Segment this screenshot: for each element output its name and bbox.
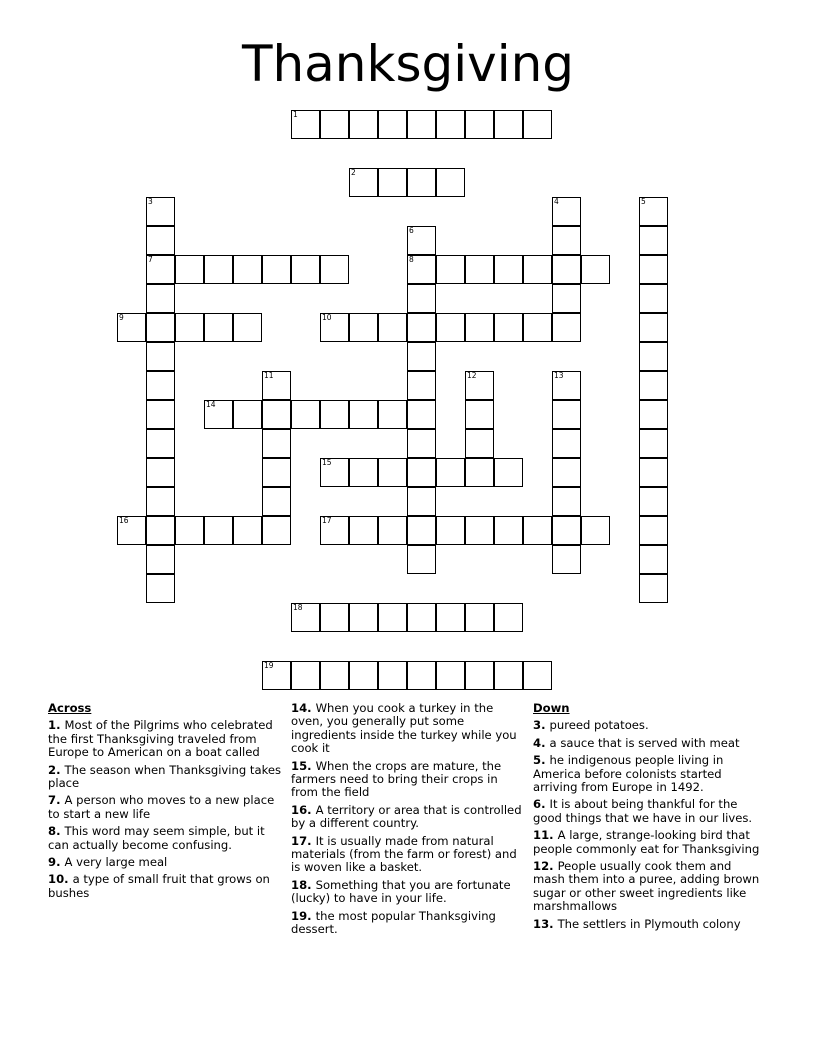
grid-cell[interactable] (349, 168, 378, 197)
clue-text: A person who moves to a new place to start a new life (48, 793, 275, 821)
grid-cell[interactable] (465, 661, 494, 690)
grid-cell[interactable] (262, 458, 291, 487)
grid-cell[interactable] (407, 661, 436, 690)
clue-number: 16 (119, 516, 129, 525)
grid-cell[interactable] (465, 516, 494, 545)
grid-cell[interactable] (552, 313, 581, 342)
grid-cell[interactable] (291, 661, 320, 690)
grid-cell[interactable] (465, 313, 494, 342)
clue-label-number: 3 (533, 718, 542, 733)
across-clue: 8. This word may seem simple, but it can actually become confusing. (48, 824, 265, 852)
grid-cell[interactable] (407, 110, 436, 139)
grid-cell[interactable] (494, 661, 523, 690)
grid-cell[interactable] (407, 400, 436, 429)
grid-cell[interactable] (494, 458, 523, 487)
grid-cell[interactable] (175, 313, 204, 342)
grid-cell[interactable] (639, 255, 668, 284)
clue-text: pureed potatoes. (549, 718, 649, 733)
grid-cell[interactable] (378, 168, 407, 197)
grid-cell[interactable] (639, 429, 668, 458)
grid-cell[interactable] (639, 545, 668, 574)
grid-cell[interactable] (291, 603, 320, 632)
grid-cell[interactable] (639, 284, 668, 313)
grid-cell[interactable] (552, 197, 581, 226)
grid-cell[interactable] (552, 429, 581, 458)
grid-cell[interactable] (465, 603, 494, 632)
grid-cell[interactable] (639, 342, 668, 371)
grid-cell[interactable] (146, 487, 175, 516)
grid-cell[interactable] (436, 255, 465, 284)
grid-cell[interactable] (146, 545, 175, 574)
clue-label-number: 18 (291, 877, 308, 892)
grid-cell[interactable] (494, 110, 523, 139)
grid-cell[interactable] (146, 342, 175, 371)
clue-label-number: 17 (291, 833, 308, 848)
clue-text: It is usually made from natural materials (from the farm or forest) and is woven like a basket. (291, 833, 517, 875)
clue-number: 11 (264, 371, 274, 380)
grid-cell[interactable] (349, 110, 378, 139)
grid-cell[interactable] (320, 110, 349, 139)
clue-label-number: 8 (48, 824, 57, 839)
grid-cell[interactable] (436, 313, 465, 342)
grid-cell[interactable] (320, 603, 349, 632)
grid-cell[interactable] (204, 400, 233, 429)
grid-cell[interactable] (494, 255, 523, 284)
clue-text: he indigenous people living in America before colonists started arriving from Europe in 1492. (533, 753, 724, 795)
grid-cell[interactable] (639, 313, 668, 342)
across-clue: 16. A territory or area that is controlled by a different country. (291, 802, 522, 831)
grid-cell[interactable] (320, 255, 349, 284)
clue-text: When you cook a turkey in the oven, you generally put some ingredients inside the turkey while you cook it (291, 701, 517, 756)
across-clue: 19. the most popular Thanksgiving dessert. (291, 908, 496, 937)
grid-cell[interactable] (639, 487, 668, 516)
grid-cell[interactable] (175, 255, 204, 284)
grid-cell[interactable] (378, 110, 407, 139)
clue-text: This word may seem simple, but it can actually become confusing. (48, 824, 265, 852)
clue-label-number: 9 (48, 855, 57, 870)
grid-cell[interactable] (146, 371, 175, 400)
grid-cell[interactable] (291, 255, 320, 284)
grid-cell[interactable] (407, 487, 436, 516)
grid-cell[interactable] (436, 661, 465, 690)
clue-label-number: 19 (291, 908, 308, 923)
grid-cell[interactable] (146, 458, 175, 487)
grid-cell[interactable] (436, 110, 465, 139)
clue-text: A large, strange-looking bird that people commonly eat for Thanksgiving (533, 828, 760, 856)
clue-number: 7 (148, 255, 153, 264)
clue-text: The settlers in Plymouth colony (557, 916, 741, 931)
grid-cell[interactable] (233, 313, 262, 342)
clue-text: A very large meal (64, 855, 168, 870)
grid-cell[interactable] (639, 516, 668, 545)
grid-cell[interactable] (262, 400, 291, 429)
clue-text: When the crops are mature, the farmers need to bring their crops in from the field (291, 758, 502, 800)
grid-cell[interactable] (494, 313, 523, 342)
grid-cell[interactable] (407, 545, 436, 574)
grid-cell[interactable] (320, 458, 349, 487)
grid-cell[interactable] (378, 516, 407, 545)
grid-cell[interactable] (349, 661, 378, 690)
grid-cell[interactable] (320, 313, 349, 342)
across-clue: 15. When the crops are mature, the farmers need to bring their crops in from the field (291, 758, 502, 800)
grid-cell[interactable] (407, 516, 436, 545)
clue-number: 13 (554, 371, 564, 380)
clue-number: 14 (206, 400, 216, 409)
clue-number: 9 (119, 313, 124, 322)
grid-cell[interactable] (552, 284, 581, 313)
across-clue: 7. A person who moves to a new place to start a new life (48, 793, 275, 821)
grid-cell[interactable] (552, 226, 581, 255)
grid-cell[interactable] (552, 255, 581, 284)
grid-cell[interactable] (639, 226, 668, 255)
clue-label-number: 16 (291, 802, 308, 817)
grid-cell[interactable] (378, 458, 407, 487)
clue-text: It is about being thankful for the good things that we have in our lives. (533, 797, 753, 825)
clue-number: 17 (322, 516, 332, 525)
grid-cell[interactable] (146, 284, 175, 313)
down-clue: 11. A large, strange-looking bird that people commonly eat for Thanksgiving (533, 828, 760, 856)
grid-cell[interactable] (552, 400, 581, 429)
grid-cell[interactable] (262, 255, 291, 284)
grid-cell[interactable] (320, 400, 349, 429)
across-clue: 14. When you cook a turkey in the oven, you generally put some ingredients inside the turkey while you cook it (291, 701, 517, 756)
grid-cell[interactable] (262, 371, 291, 400)
clue-text: A territory or area that is controlled by a different country. (291, 802, 522, 831)
clue-number: 18 (293, 603, 303, 612)
grid-cell[interactable] (117, 313, 146, 342)
down-clue: 4. a sauce that is served with meat (533, 735, 740, 750)
clue-number: 1 (293, 110, 298, 119)
clue-label-number: 6 (533, 797, 542, 812)
clue-text: a sauce that is served with meat (549, 735, 740, 750)
clue-text: the most popular Thanksgiving dessert. (291, 908, 496, 937)
clue-label-number: 10 (48, 872, 65, 887)
clue-number: 5 (641, 197, 646, 206)
across-header: Across (48, 701, 92, 715)
puzzle-title: Thanksgiving (241, 35, 575, 93)
grid-cell[interactable] (639, 574, 668, 603)
grid-cell[interactable] (436, 168, 465, 197)
grid-cell[interactable] (465, 371, 494, 400)
grid-cell[interactable] (262, 661, 291, 690)
across-clues (48, 702, 283, 904)
grid-cell[interactable] (581, 516, 610, 545)
grid-cell[interactable] (639, 458, 668, 487)
grid-cell[interactable] (494, 516, 523, 545)
grid-cell[interactable] (407, 226, 436, 255)
grid-cell[interactable] (639, 371, 668, 400)
clue-number: 2 (351, 168, 356, 177)
grid-cell[interactable] (407, 371, 436, 400)
grid-cell[interactable] (523, 313, 552, 342)
grid-cell[interactable] (465, 429, 494, 458)
grid-cell[interactable] (146, 400, 175, 429)
clue-label-number: 11 (533, 828, 550, 843)
down-clues (533, 702, 763, 935)
grid-cell[interactable] (320, 516, 349, 545)
grid-cell[interactable] (233, 516, 262, 545)
clue-label-number: 2 (48, 762, 57, 777)
grid-cell[interactable] (233, 255, 262, 284)
clue-label-number: 1 (48, 718, 57, 733)
clue-number: 8 (409, 255, 414, 264)
grid-cell[interactable] (465, 400, 494, 429)
clue-text: The season when Thanksgiving takes place (48, 762, 282, 791)
down-clue: 12. People usually cook them and mash them into a puree, adding brown sugar or other sweet ingredients like marshmallows (533, 859, 760, 914)
grid-cell[interactable] (291, 110, 320, 139)
clue-number: 4 (554, 197, 559, 206)
across-clue: 18. Something that you are fortunate (lucky) to have in your life. (291, 877, 511, 906)
grid-cell[interactable] (465, 110, 494, 139)
across-clue: 2. The season when Thanksgiving takes place (48, 762, 282, 791)
clue-label-number: 4 (533, 735, 542, 750)
grid-cell[interactable] (378, 603, 407, 632)
grid-cell[interactable] (407, 284, 436, 313)
clue-label-number: 14 (291, 701, 308, 715)
grid-cell[interactable] (639, 400, 668, 429)
grid-cell[interactable] (552, 516, 581, 545)
grid-cell[interactable] (378, 661, 407, 690)
across-clue: 9. A very large meal (48, 855, 168, 870)
clue-label-number: 5 (533, 753, 542, 768)
grid-cell[interactable] (204, 255, 233, 284)
clue-number: 15 (322, 458, 332, 467)
clue-text: Something that you are fortunate (lucky) to have in your life. (291, 877, 511, 906)
clue-label-number: 12 (533, 859, 550, 874)
grid-cell[interactable] (407, 342, 436, 371)
across-clue: 1. Most of the Pilgrims who celebrated the first Thanksgiving traveled from Europe to American on a boat called (48, 718, 273, 760)
grid-cell[interactable] (407, 168, 436, 197)
clue-number: 3 (148, 197, 153, 206)
clue-text: a type of small fruit that grows on bushes (48, 872, 270, 900)
grid-cell[interactable] (146, 226, 175, 255)
down-clue: 6. It is about being thankful for the good things that we have in our lives. (533, 797, 753, 825)
grid-cell[interactable] (581, 255, 610, 284)
grid-cell[interactable] (262, 487, 291, 516)
clue-number: 10 (322, 313, 332, 322)
clue-text: People usually cook them and mash them into a puree, adding brown sugar or other sweet ingredients like marshmallows (533, 859, 760, 914)
down-clue: 5. he indigenous people living in America before colonists started arriving from Europe in 1492. (533, 753, 724, 795)
grid-cell[interactable] (407, 429, 436, 458)
grid-cell[interactable] (436, 516, 465, 545)
grid-cell[interactable] (407, 255, 436, 284)
grid-cell[interactable] (523, 110, 552, 139)
grid-cell[interactable] (436, 603, 465, 632)
grid-cell[interactable] (552, 458, 581, 487)
grid-cell[interactable] (436, 458, 465, 487)
grid-cell[interactable] (146, 574, 175, 603)
grid-cell[interactable] (349, 400, 378, 429)
grid-cell[interactable] (146, 313, 175, 342)
grid-cell[interactable] (407, 458, 436, 487)
grid-cell[interactable] (349, 516, 378, 545)
down-header: Down (533, 701, 570, 715)
grid-cell[interactable] (523, 661, 552, 690)
grid-cell[interactable] (523, 516, 552, 545)
grid-cell[interactable] (552, 545, 581, 574)
grid-cell[interactable] (204, 516, 233, 545)
grid-cell[interactable] (349, 603, 378, 632)
down-clue: 13. The settlers in Plymouth colony (533, 916, 741, 931)
clue-label-number: 15 (291, 758, 308, 773)
grid-cell[interactable] (204, 313, 233, 342)
grid-cell[interactable] (552, 371, 581, 400)
clue-number: 19 (264, 661, 274, 670)
down-clue: 3. pureed potatoes. (533, 718, 649, 733)
grid-cell[interactable] (494, 603, 523, 632)
across-clue: 17. It is usually made from natural materials (from the farm or forest) and is woven like a basket. (291, 833, 517, 875)
grid-cell[interactable] (146, 429, 175, 458)
grid-cell[interactable] (349, 458, 378, 487)
grid-cell[interactable] (465, 458, 494, 487)
grid-cell[interactable] (407, 603, 436, 632)
across-clues-continued (291, 702, 527, 941)
grid-cell[interactable] (233, 400, 262, 429)
clue-label-number: 13 (533, 916, 550, 931)
clue-label-number: 7 (48, 793, 57, 808)
grid-cell[interactable] (552, 487, 581, 516)
grid-cell[interactable] (378, 313, 407, 342)
grid-cell[interactable] (262, 429, 291, 458)
grid-cell[interactable] (146, 516, 175, 545)
grid-cell[interactable] (175, 516, 204, 545)
grid-cell[interactable] (262, 516, 291, 545)
grid-cell[interactable] (407, 313, 436, 342)
across-clue: 10. a type of small fruit that grows on bushes (48, 872, 270, 900)
grid-cell[interactable] (146, 197, 175, 226)
clue-text: Most of the Pilgrims who celebrated the first Thanksgiving traveled from Europe to American on a boat called (48, 718, 273, 760)
clue-number: 12 (467, 371, 477, 380)
grid-cell[interactable] (117, 516, 146, 545)
grid-cell[interactable] (349, 313, 378, 342)
grid-cell[interactable] (291, 400, 320, 429)
grid-cell[interactable] (523, 255, 552, 284)
grid-cell[interactable] (146, 255, 175, 284)
grid-cell[interactable] (320, 661, 349, 690)
grid-cell[interactable] (378, 400, 407, 429)
grid-cell[interactable] (639, 197, 668, 226)
clue-number: 6 (409, 226, 414, 235)
grid-cell[interactable] (465, 255, 494, 284)
